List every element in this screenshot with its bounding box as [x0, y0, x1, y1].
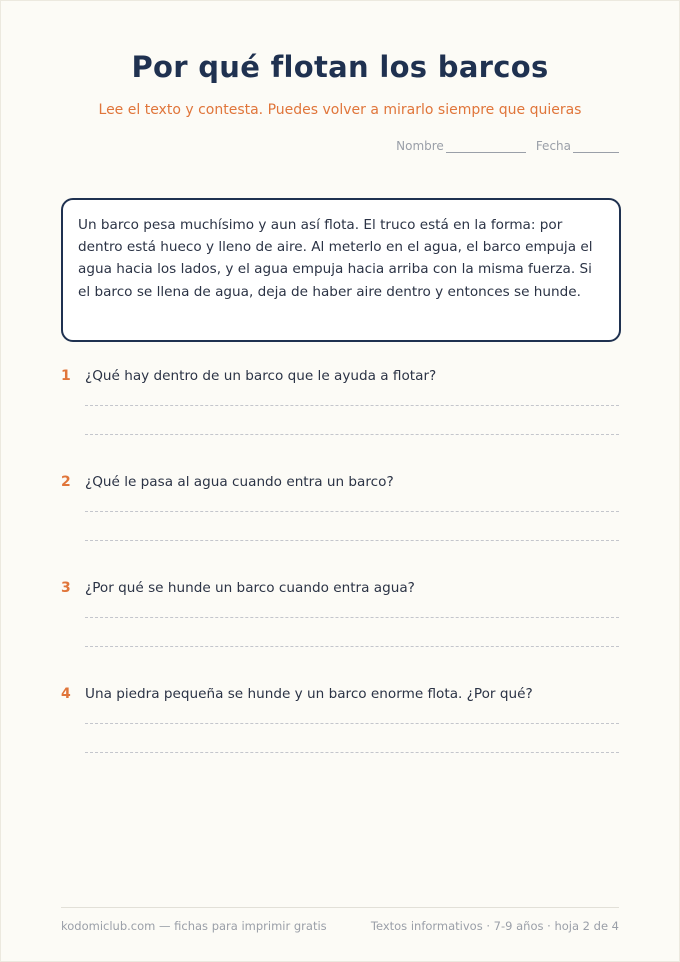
answer-line[interactable] — [85, 646, 619, 647]
page-title: Por qué flotan los barcos — [131, 50, 549, 84]
question-1 — [61, 368, 619, 435]
footer-sheet-info: Textos informativos · 7-9 años · hoja 2 de 4 — [370, 919, 619, 933]
question-number: 1 — [61, 368, 71, 384]
footer-divider — [61, 907, 619, 908]
answer-line[interactable] — [85, 617, 619, 618]
answer-line[interactable] — [85, 511, 619, 512]
question-number: 3 — [61, 580, 71, 596]
answer-line[interactable] — [85, 405, 619, 406]
name-blank[interactable] — [446, 140, 526, 153]
question-number: 4 — [61, 686, 71, 702]
name-label: Nombre — [396, 139, 444, 153]
answer-line[interactable] — [85, 434, 619, 435]
page-subtitle: Lee el texto y contesta. Puedes volver a mirarlo siempre que quieras — [98, 102, 582, 118]
question-3 — [61, 580, 619, 647]
answer-line[interactable] — [85, 752, 619, 753]
footer-site: kodomiclub.com — fichas para imprimir gratis — [61, 919, 327, 933]
question-text: Una piedra pequeña se hunde y un barco enorme flota. ¿Por qué? — [85, 686, 533, 702]
reading-passage: Un barco pesa muchísimo y aun así flota. El truco está en la forma: por dentro está hueco y lleno de aire. Al meterlo en el agua, el barco empuja el agua hacia los lados, y el agua empuja hacia arriba con la misma fuerza. Si el barco se llena de agua, deja de haber aire dentro y entonces se hunde. — [61, 198, 621, 342]
footer — [61, 919, 619, 933]
question-text: ¿Qué le pasa al agua cuando entra un barco? — [85, 474, 394, 490]
answer-line[interactable] — [85, 723, 619, 724]
question-2 — [61, 474, 619, 541]
date-blank[interactable] — [573, 140, 619, 153]
question-text: ¿Qué hay dentro de un barco que le ayuda a flotar? — [85, 368, 437, 384]
name-date-fields — [396, 139, 619, 153]
question-4 — [61, 686, 619, 753]
question-number: 2 — [61, 474, 71, 490]
question-text: ¿Por qué se hunde un barco cuando entra agua? — [85, 580, 415, 596]
date-label: Fecha — [535, 139, 571, 153]
answer-line[interactable] — [85, 540, 619, 541]
